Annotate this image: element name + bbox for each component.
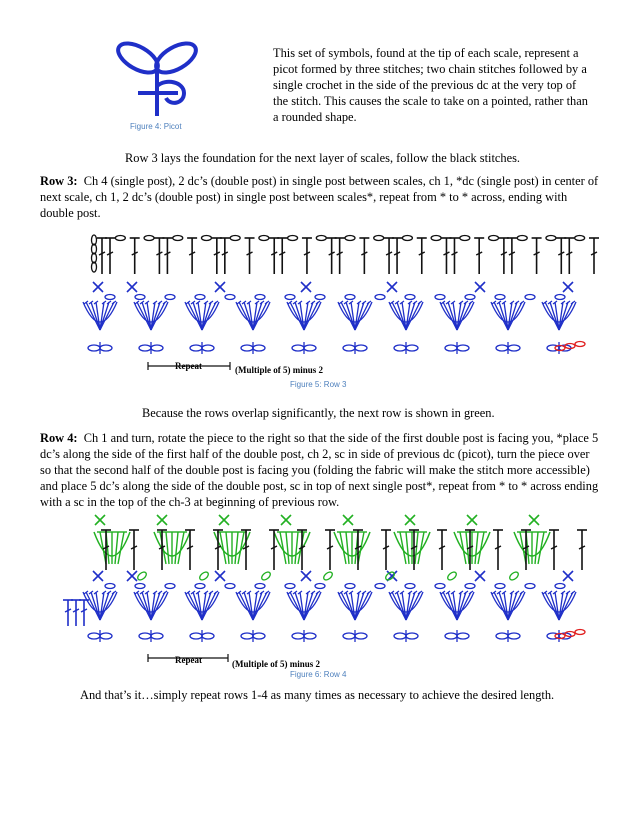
chain-stitch	[288, 236, 298, 241]
chain-stitch	[495, 584, 505, 589]
row4-label: Row 4:	[40, 431, 78, 445]
row3-instructions	[40, 173, 600, 221]
green-picot	[198, 570, 210, 581]
chain-stitch	[465, 295, 475, 300]
green-fan-dc	[415, 532, 418, 564]
fan-dc-bar	[418, 591, 422, 594]
row4-text: Ch 1 and turn, rotate the piece to the right so that the side of the first double post is facing you, *place 5 dc’s along the side of the first half of the double post, ch 2, sc in side of previous dc (picot), turn the piece over so that the second half of the double post is facing you (folding the fabric will make the stitch more accessible) and place 5 dc’s along the side of the double post, sc in top of next single post*, repeat from * to * across ending with a sc in the top of the ch-3 at beginning of previous row.	[40, 431, 599, 509]
picot-chain	[304, 345, 316, 351]
picot-chain	[139, 345, 151, 351]
picot-chain	[88, 633, 100, 639]
picot-chain	[304, 633, 316, 639]
fan-dc-bar	[367, 301, 371, 304]
picot-chain	[457, 345, 469, 351]
picot-chain	[496, 633, 508, 639]
green-fan-dc	[115, 532, 118, 564]
chain-stitch	[316, 236, 326, 241]
fan-dc-bar	[367, 591, 371, 594]
chain-stitch	[375, 295, 385, 300]
chain-stitch	[144, 236, 154, 241]
picot-chain	[445, 633, 457, 639]
chain-stitch	[115, 236, 125, 241]
chain-stitch	[575, 342, 585, 347]
fan-dc-bar	[571, 301, 575, 304]
chain-stitch	[374, 236, 384, 241]
chain-stitch	[173, 236, 183, 241]
picot-chain	[202, 345, 214, 351]
fan-dc-bar	[316, 591, 320, 594]
picot-chain	[394, 345, 406, 351]
figure-4-caption: Figure 4: Picot	[130, 122, 182, 131]
picot-chain	[292, 345, 304, 351]
fan-dc-bar	[163, 591, 167, 594]
chain-stitch	[259, 236, 269, 241]
chain-stitch	[230, 236, 240, 241]
fan-dc-bar	[214, 301, 218, 304]
picot-chain	[457, 633, 469, 639]
green-picot	[384, 570, 396, 581]
picot-chain	[241, 633, 253, 639]
chain-stitch	[495, 295, 505, 300]
chain-stitch	[555, 295, 565, 300]
chain-stitch	[105, 295, 115, 300]
fan-dc-bar	[469, 301, 473, 304]
picot-chain	[190, 345, 202, 351]
chain-stitch	[555, 584, 565, 589]
green-fan-dc	[406, 532, 409, 564]
chain-stitch	[465, 584, 475, 589]
picot-description: This set of symbols, found at the tip of each scale, represent a picot formed by three stitches; two chain stitches followed by a single crochet in the side of the previous dc at the very top of the stitch. This causes the scale to take on a pointed, rather than a rounded shape.	[273, 46, 588, 124]
picot-chain	[292, 633, 304, 639]
picot-symbol-icon	[108, 38, 208, 118]
green-picot	[508, 570, 520, 581]
picot-chain	[241, 345, 253, 351]
picot-chain	[151, 633, 163, 639]
chain-stitch	[435, 295, 445, 300]
chain-stitch	[460, 236, 470, 241]
green-fan-dc	[295, 532, 298, 564]
row3-text: Ch 4 (single post), 2 dc’s (double post) in single post between scales, ch 1, *dc (single post) in center of next scale, ch 1, 2 dc’s (double post) in single post between scales*, repeat from * to * across, ending with double post.	[40, 174, 599, 220]
chain-stitch	[225, 295, 235, 300]
green-fan-dc	[475, 532, 478, 564]
picot-chain	[343, 633, 355, 639]
row4-instructions	[40, 430, 600, 510]
chain-stitch	[402, 236, 412, 241]
row3-crochet-diagram	[60, 232, 600, 380]
chain-stitch	[285, 584, 295, 589]
fan-dc-bar	[163, 301, 167, 304]
fan-dc-bar	[418, 301, 422, 304]
fan-dc-bar	[265, 301, 269, 304]
chain-stitch	[345, 584, 355, 589]
picot-chain	[190, 633, 202, 639]
chain-stitch	[105, 584, 115, 589]
chain-stitch	[405, 584, 415, 589]
chain-stitch	[405, 295, 415, 300]
picot-chain	[343, 345, 355, 351]
repeat-label: Repeat	[175, 655, 202, 665]
chain-stitch	[255, 584, 265, 589]
chain-stitch	[517, 236, 527, 241]
figure-6-caption: Figure 6: Row 4	[290, 670, 347, 679]
chain-stitch	[546, 236, 556, 241]
chain-stitch	[575, 630, 585, 635]
chain-stitch	[525, 584, 535, 589]
row4-crochet-diagram	[60, 508, 600, 670]
picot-chain	[88, 345, 100, 351]
chain-stitch	[525, 295, 535, 300]
fan-dc-bar	[112, 301, 116, 304]
green-picot	[260, 570, 272, 581]
picot-chain	[508, 345, 520, 351]
figure-5-caption: Figure 5: Row 3	[290, 380, 347, 389]
chain-stitch	[195, 584, 205, 589]
green-fan-dc	[286, 532, 289, 564]
chain-stitch	[435, 584, 445, 589]
row4-intro: Because the rows overlap significantly, the next row is shown in green.	[142, 406, 495, 420]
repeat-label: Repeat	[175, 361, 202, 371]
picot-chain	[445, 345, 457, 351]
fan-dc-bar	[520, 591, 524, 594]
row3-label: Row 3:	[40, 174, 78, 188]
chain-stitch	[135, 584, 145, 589]
multiple-label: (Multiple of 5) minus 2	[235, 365, 324, 375]
green-fan-dc	[346, 532, 349, 564]
fan-dc-bar	[316, 301, 320, 304]
green-picot	[446, 570, 458, 581]
chain-stitch	[285, 295, 295, 300]
picot-chain	[406, 345, 418, 351]
green-picot	[322, 570, 334, 581]
green-fan-dc	[226, 532, 229, 564]
chain-stitch	[345, 295, 355, 300]
picot-chain	[202, 633, 214, 639]
closing-text: And that’s it…simply repeat rows 1-4 as many times as necessary to achieve the desired length.	[80, 688, 555, 702]
picot-chain	[394, 633, 406, 639]
picot-chain	[508, 633, 520, 639]
chain-stitch	[225, 584, 235, 589]
chain-stitch	[315, 584, 325, 589]
picot-chain	[151, 345, 163, 351]
chain-stitch	[201, 236, 211, 241]
picot-chain	[355, 345, 367, 351]
picot-chain	[355, 633, 367, 639]
green-picot	[136, 570, 148, 581]
chain-stitch	[135, 295, 145, 300]
picot-chain	[496, 345, 508, 351]
picot-chain	[253, 633, 265, 639]
chain-stitch	[165, 295, 175, 300]
chain-stitch	[489, 236, 499, 241]
fan-dc-bar	[214, 591, 218, 594]
picot-chain	[100, 345, 112, 351]
chain-stitch	[431, 236, 441, 241]
picot-chain	[253, 345, 265, 351]
fan-dc-bar	[571, 591, 575, 594]
chain-stitch	[345, 236, 355, 241]
fan-dc-bar	[265, 591, 269, 594]
chain-stitch	[255, 295, 265, 300]
row3-intro: Row 3 lays the foundation for the next layer of scales, follow the black stitches.	[125, 151, 521, 165]
green-fan-dc	[166, 532, 169, 564]
multiple-label: (Multiple of 5) minus 2	[232, 659, 321, 669]
chain-stitch	[315, 295, 325, 300]
green-fan-dc	[235, 532, 238, 564]
chain-stitch	[195, 295, 205, 300]
chain-stitch	[375, 584, 385, 589]
green-fan-dc	[175, 532, 178, 564]
green-fan-dc	[535, 532, 538, 564]
chain-stitch	[575, 236, 585, 241]
fan-dc-bar	[112, 591, 116, 594]
picot-chain	[100, 633, 112, 639]
fan-dc-bar	[520, 301, 524, 304]
chain-stitch	[165, 584, 175, 589]
fan-dc-bar	[469, 591, 473, 594]
picot-chain	[406, 633, 418, 639]
picot-chain	[139, 633, 151, 639]
